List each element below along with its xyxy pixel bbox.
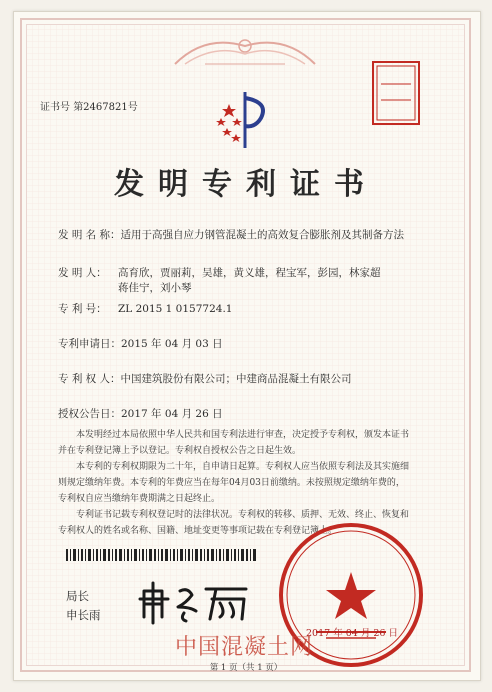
watermark-text: 中国混凝土网 — [175, 635, 314, 660]
inventor-value-line1: 高育欣，贾丽莉，吴雄，黄义雄，程宝军，彭园，林家超 — [118, 267, 381, 279]
patentee-value: 中国建筑股份有限公司；中建商品混凝土有限公司 — [120, 373, 352, 385]
filing-date-label: 专利申请日： — [58, 338, 121, 350]
grant-date-label: 授权公告日： — [58, 408, 121, 420]
signature — [136, 577, 256, 625]
body-line: 专利权自应当缴纳年费期满之日起终止。 — [58, 494, 221, 504]
certificate-number-value: 第2467821号 — [73, 102, 138, 113]
body-line: 本专利的专利权期限为二十年，自申请日起算。专利权人应当依照专利法及其实施细 — [76, 462, 410, 472]
chief-label: 局长 — [66, 589, 89, 603]
body-line: 则规定缴纳年费。本专利的年费应当在每年04月03日前缴纳。未按照规定缴纳年费的， — [58, 478, 405, 488]
grant-date-row — [58, 406, 223, 421]
patent-office-logo-icon — [207, 90, 287, 150]
invention-name-row — [58, 227, 404, 242]
patentee-row — [58, 371, 352, 386]
invention-name-value: 适用于高强自应力钢管混凝土的高效复合膨胀剂及其制备方法 — [120, 229, 405, 241]
body-line: 本发明经过本局依照中华人民共和国专利法进行审查，决定授予专利权，颁发本证书 — [76, 430, 410, 440]
barcode — [66, 549, 256, 561]
patent-number-label: 专 利 号： — [58, 303, 107, 315]
grant-date-value: 2017 年 04 月 26 日 — [121, 408, 223, 420]
body-line: 专利权人的姓名或名称、国籍、地址变更等事项记载在专利登记簿上。 — [58, 526, 338, 536]
body-line: 专利证书记载专利权登记时的法律状况。专利权的转移、质押、无效、终止、恢复和 — [76, 510, 410, 520]
filing-date-row — [58, 336, 223, 351]
seal-date: 2017 年 04 月 26 日 — [306, 628, 398, 639]
filing-date-value: 2015 年 04 月 03 日 — [121, 338, 223, 350]
chief-name: 申长雨 — [66, 608, 101, 622]
body-line: 并在专利登记簿上予以登记。专利权自授权公告之日起生效。 — [58, 446, 302, 456]
inventor-row — [58, 265, 381, 280]
top-ornament — [165, 24, 325, 70]
patent-number-value: ZL 2015 1 0157724.1 — [118, 303, 233, 315]
page-number: 第 1 页（共 1 页） — [209, 663, 283, 673]
inventor-label: 发 明 人： — [58, 267, 107, 279]
certificate-number — [40, 98, 138, 113]
page-title: 发明专利证书 — [114, 167, 378, 202]
certificate-number-label: 证书号 — [40, 102, 70, 113]
patentee-label: 专 利 权 人： — [58, 373, 121, 385]
invention-name-label: 发 明 名 称： — [58, 229, 121, 241]
agency-stamp — [371, 60, 421, 126]
inventor-value-line2: 蒋佳宁，刘小琴 — [118, 282, 192, 294]
inventor-row-2 — [118, 280, 192, 295]
patent-number-row — [58, 301, 232, 316]
